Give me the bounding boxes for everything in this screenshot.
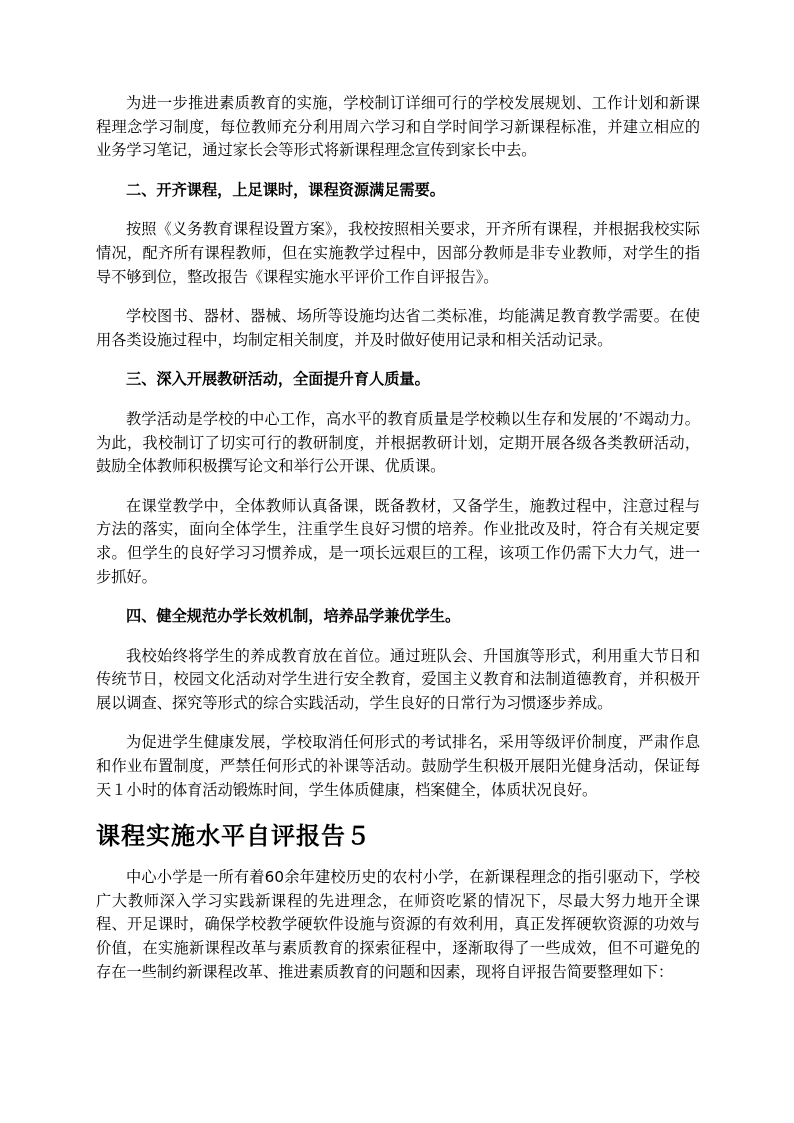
heading-section-2: 二、开齐课程，上足课时，课程资源满足需要。	[126, 180, 445, 199]
paragraph-facilities: 学校图书、器材、器械、场所等设施均达省二类标准，均能满足教育教学需要。在使用各类设施过程中，均制定相关制度，并及时做好使用记录和相关活动记录。	[96, 307, 700, 349]
heading-section-3: 三、深入开展教研活动，全面提升育人质量。	[126, 370, 430, 389]
paragraph-curriculum: 按照《义务教育课程设置方案》，我校按照相关要求，开齐所有课程，并根据我校实际情况，配齐所有课程教师，但在实施教学过程中，因部分教师是非专业教师，对学生的指导不够到位，整改报告《课程实施水平评价工作自评报告》。	[96, 220, 700, 286]
document-page	[96, 92, 700, 1000]
paragraph-character-education: 我校始终将学生的养成教育放在首位。通过班队会、升国旗等形式，利用重大节日和传统节日，校园文化活动对学生进行安全教育，爱国主义教育和法制道德教育，并积极开展以调查、探究等形式的综合实践活动，学生良好的日常行为习惯逐步养成。	[96, 646, 700, 712]
heading-section-4: 四、健全规范办学长效机制，培养品学兼优学生。	[126, 607, 461, 626]
paragraph-classroom-teaching: 在课堂教学中，全体教师认真备课，既备教材，又备学生，施教过程中，注意过程与方法的落实，面向全体学生，注重学生良好习惯的培养。作业批改及时，符合有关规定要求。但学生的良好学习习惯养成，是一项长远艰巨的工程，该项工作仍需下大力气，进一步抓好。	[96, 496, 700, 586]
paragraph-report-5-intro: 中心小学是一所有着60余年建校历史的农村小学，在新课程理念的指引驱动下，学校广大教师深入学习实践新课程的先进理念，在师资吃紧的情况下，尽最大努力地开全课程、开足课时，确保学校教学硬软件设施与资源的有效利用，真正发挥硬软资源的功效与价值，在实施新课程改革与素质教育的探索征程中，逐渐取得了一些成效，但不可避免的存在一些制约新课程改革、推进素质教育的问题和因素，现将自评报告简要整理如下：	[96, 868, 700, 981]
report-5-title: 课程实施水平自评报告５	[96, 821, 371, 851]
paragraph-intro: 为进一步推进素质教育的实施，学校制订详细可行的学校发展规划、工作计划和新课程理念学习制度，每位教师充分利用周六学习和自学时间学习新课程标准，并建立相应的业务学习笔记，通过家长会等形式将新课程理念宣传到家长中去。	[96, 94, 700, 160]
paragraph-teaching-research: 教学活动是学校的中心工作，高水平的教育质量是学校赖以生存和发展的’不竭动力。为此，我校制订了切实可行的教研制度，并根据教研计划，定期开展各级各类教研活动，鼓励全体教师积极撰写论文和举行公开课、优质课。	[96, 409, 700, 476]
paragraph-student-health: 为促进学生健康发展，学校取消任何形式的考试排名，采用等级评价制度，严肃作息和作业布置制度，严禁任何形式的补课等活动。鼓励学生积极开展阳光健身活动，保证每天１小时的体育活动锻炼时间，学生体质健康，档案健全，体质状况良好。	[96, 733, 700, 799]
